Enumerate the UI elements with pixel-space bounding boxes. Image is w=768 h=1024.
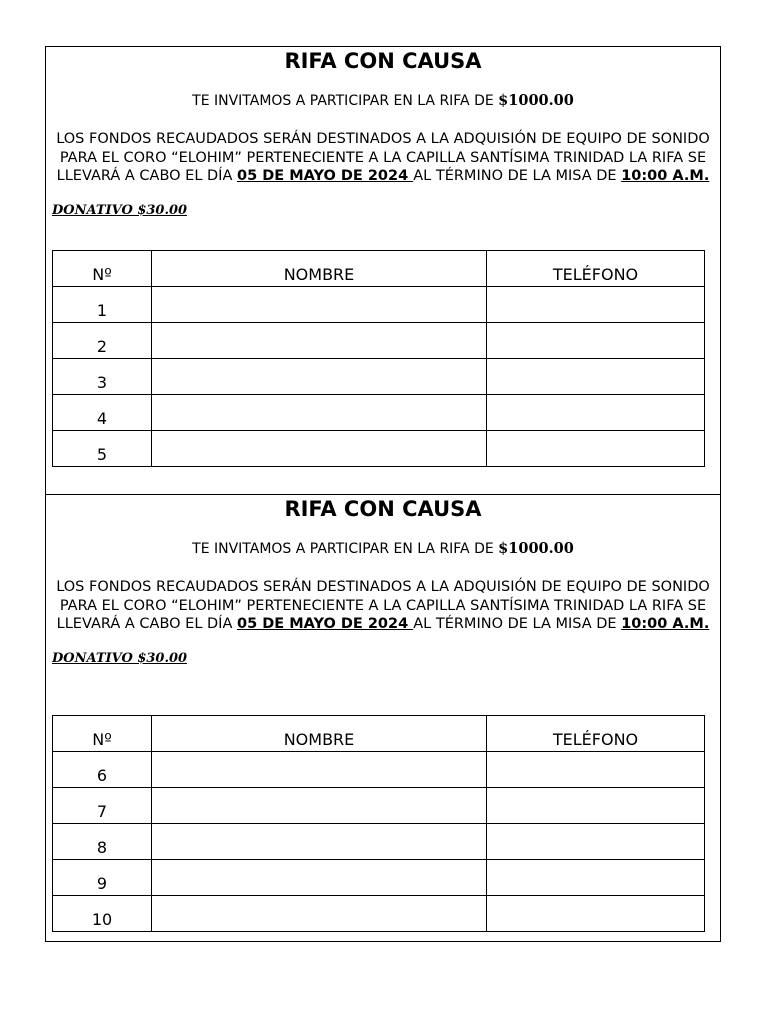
ticket-number: 10 bbox=[53, 896, 152, 932]
raffle-title: RIFA CON CAUSA bbox=[284, 497, 482, 521]
participants-table bbox=[52, 715, 705, 932]
desc-funds: LOS FONDOS RECAUDADOS SERÁN DESTINADOS A LA ADQUISIÓN DE EQUIPO DE SONIDO PARA EL CORO “ELOHIM” PERTENECIENTE A LA CAPILLA SANTÍSIMA TRINIDAD bbox=[56, 579, 710, 614]
invite-text: TE INVITAMOS A PARTICIPAR EN LA RIFA DE bbox=[192, 541, 499, 557]
phone-cell[interactable] bbox=[487, 788, 705, 824]
phone-cell[interactable] bbox=[487, 395, 705, 431]
phone-cell[interactable] bbox=[487, 752, 705, 788]
header-name: NOMBRE bbox=[152, 251, 487, 287]
prize-amount: $1000.00 bbox=[498, 92, 574, 109]
table-row bbox=[53, 860, 705, 896]
header-phone: TELÉFONO bbox=[487, 251, 705, 287]
table-row bbox=[53, 431, 705, 467]
table-header-row bbox=[53, 251, 705, 287]
description bbox=[46, 130, 720, 186]
ticket-number: 2 bbox=[53, 323, 152, 359]
participants-table bbox=[52, 250, 705, 467]
table-row bbox=[53, 788, 705, 824]
raffle-ticket-2 bbox=[45, 494, 721, 942]
table-row bbox=[53, 323, 705, 359]
raffle-time: 10:00 A.M. bbox=[621, 168, 710, 184]
phone-cell[interactable] bbox=[487, 287, 705, 323]
raffle-date: 05 DE MAYO DE 2024 bbox=[237, 616, 414, 632]
header-phone: TELÉFONO bbox=[487, 716, 705, 752]
header-number: Nº bbox=[53, 716, 152, 752]
desc-funds: LOS FONDOS RECAUDADOS SERÁN DESTINADOS A LA ADQUISIÓN DE EQUIPO DE SONIDO PARA EL CORO “ELOHIM” PERTENECIENTE A LA CAPILLA SANTÍSIMA TRINIDAD bbox=[56, 131, 710, 166]
table-row bbox=[53, 395, 705, 431]
ticket-number: 3 bbox=[53, 359, 152, 395]
table-row bbox=[53, 896, 705, 932]
phone-cell[interactable] bbox=[487, 431, 705, 467]
name-cell[interactable] bbox=[152, 287, 487, 323]
name-cell[interactable] bbox=[152, 860, 487, 896]
header-name: NOMBRE bbox=[152, 716, 487, 752]
description bbox=[46, 578, 720, 634]
ticket-number: 4 bbox=[53, 395, 152, 431]
name-cell[interactable] bbox=[152, 788, 487, 824]
table-row bbox=[53, 752, 705, 788]
name-cell[interactable] bbox=[152, 824, 487, 860]
table-row bbox=[53, 359, 705, 395]
name-cell[interactable] bbox=[152, 395, 487, 431]
header-number: Nº bbox=[53, 251, 152, 287]
table-header-row bbox=[53, 716, 705, 752]
phone-cell[interactable] bbox=[487, 860, 705, 896]
table-row bbox=[53, 287, 705, 323]
donation-amount: DONATIVO $30.00 bbox=[52, 650, 188, 666]
ticket-number: 5 bbox=[53, 431, 152, 467]
name-cell[interactable] bbox=[152, 752, 487, 788]
ticket-number: 8 bbox=[53, 824, 152, 860]
phone-cell[interactable] bbox=[487, 323, 705, 359]
desc-date-prefix: LA RIFA SE LLEVARÁ A CABO EL DÍA bbox=[56, 149, 707, 184]
ticket-number: 7 bbox=[53, 788, 152, 824]
donation-amount: DONATIVO $30.00 bbox=[52, 202, 188, 218]
ticket-number: 6 bbox=[53, 752, 152, 788]
desc-time-prefix: AL TÉRMINO DE LA MISA DE bbox=[413, 168, 622, 184]
raffle-time: 10:00 A.M. bbox=[621, 616, 710, 632]
ticket-number: 9 bbox=[53, 860, 152, 896]
raffle-title: RIFA CON CAUSA bbox=[284, 49, 482, 73]
desc-time-prefix: AL TÉRMINO DE LA MISA DE bbox=[413, 616, 622, 632]
name-cell[interactable] bbox=[152, 431, 487, 467]
prize-amount: $1000.00 bbox=[498, 540, 574, 557]
name-cell[interactable] bbox=[152, 359, 487, 395]
invite-line bbox=[46, 540, 720, 558]
name-cell[interactable] bbox=[152, 323, 487, 359]
invite-line bbox=[46, 92, 720, 110]
table-row bbox=[53, 824, 705, 860]
ticket-number: 1 bbox=[53, 287, 152, 323]
phone-cell[interactable] bbox=[487, 359, 705, 395]
phone-cell[interactable] bbox=[487, 896, 705, 932]
raffle-date: 05 DE MAYO DE 2024 bbox=[237, 168, 414, 184]
name-cell[interactable] bbox=[152, 896, 487, 932]
raffle-ticket-1 bbox=[45, 46, 721, 495]
phone-cell[interactable] bbox=[487, 824, 705, 860]
desc-date-prefix: LA RIFA SE LLEVARÁ A CABO EL DÍA bbox=[56, 597, 707, 632]
invite-text: TE INVITAMOS A PARTICIPAR EN LA RIFA DE bbox=[192, 93, 499, 109]
